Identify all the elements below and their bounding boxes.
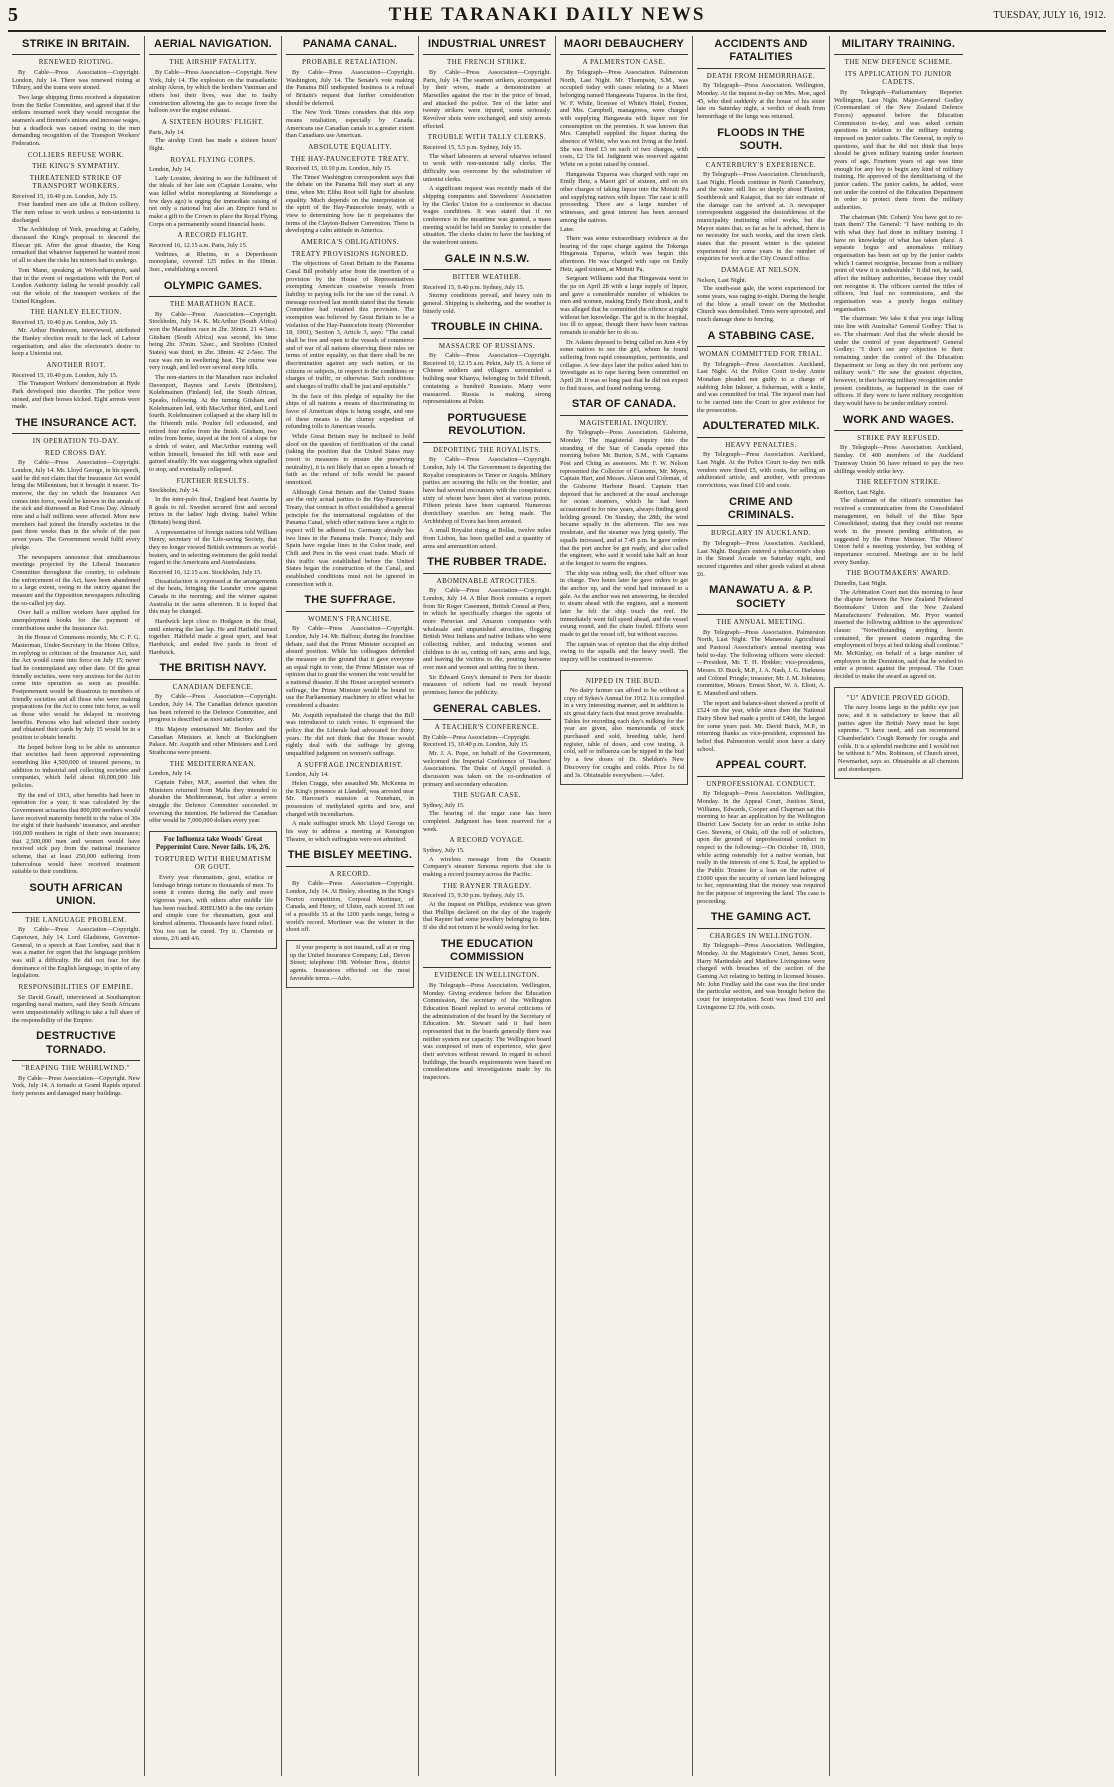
- article-headline: STRIKE IN BRITAIN.: [12, 38, 140, 55]
- article-dateline: Received 15, 9.40 p.m. Sydney, July 15.: [423, 283, 525, 291]
- article: [697, 584, 825, 753]
- article-paragraph: By Cable—Press Association—Copyright. London, July 14. The Canadian defence question has been referred to the Defence Committee, and progress is described as most satisfactory.: [149, 693, 277, 724]
- article-paragraph: The chairman of the citizen's committee has received a communication from the Consolidated management, on behalf of the Blue Spur Consolidated, stating that they could not resume work in the present pending arbitration, as suggested by the Prime Minister. The Miners' Union held a meeting yesterday, but nothing of importance occurred. Meetings are to be held every Sunday.: [834, 497, 963, 566]
- article: [12, 1030, 140, 1097]
- column-2: [145, 36, 282, 1776]
- article: [697, 496, 825, 579]
- article: [423, 253, 551, 316]
- article-dateline: Received 16, 12.15 a.m. Paris, July 15.: [149, 241, 248, 249]
- article-dateline: Later.: [560, 226, 575, 234]
- article-subheading: BURGLARY IN AUCKLAND.: [711, 529, 811, 538]
- newspaper-title: THE TARANAKI DAILY NEWS: [388, 4, 706, 25]
- article-paragraph: The Archbishop of York, preaching at Cadeby, discussed the King's proposal to descend the Elsecar pit. After the great disaster, the King remarked that whatever happened he wanted most of all to share the risks his miners had to undergo.: [12, 226, 140, 265]
- article-dateline: Nelson, Last Night.: [697, 276, 747, 284]
- article-dateline: London, July 14.: [286, 771, 329, 779]
- article-paragraph: By Cable—Press Association—Copyright. London, July 14. Mr. Balfour, during the franchise debate, said that the Prime Minister occupied an absurd position. While his colleagues defended the measure on the ground that it gave everyone an equal right to vote, the Prime Minister was of opinion that to grant the women the vote would be a national disaster. If the House accepted women's suffrage, the Prime Minister would be bound to use the Parliamentary machinery to effect what he considered a disaster.: [286, 625, 414, 710]
- article-subheading: ANOTHER RIOT.: [46, 361, 106, 370]
- article-paragraph: Mr. J. A. Pope, on behalf of the Government, welcomed the Imperial Conference of Teachers' Associations. The Duke of Argyll presided. A discussion was taken on the co-ordination of primary and secondary education.: [423, 749, 551, 788]
- article-dateline: Sydney, July 15.: [423, 801, 465, 809]
- article-paragraph: By Telegraph—Parliamentary Reporter. Wellington, Last Night. Major-General Godley (Commandant of the New Zealand Defence Forces) appeared before the Education Commission to-day, and was asked certain questions in relation to the military training imposed on junior cadets. The General, in reply to questions, said that he did not think that boys should be given military training under fourteen years of age. Fourteen years of age was time enough for any boy to begin any kind of military training. He approved of the demilitarising of the junior cadets. The junior cadets, he added, were not under the control of the Education Department in order to protect them from the military authorities.: [834, 89, 963, 212]
- article-headline: ADULTERATED MILK.: [697, 420, 825, 437]
- article-headline: AERIAL NAVIGATION.: [149, 38, 277, 55]
- article-dateline: Sydney, July 15.: [423, 846, 465, 854]
- article-paragraph: His Majesty entertained Mr. Borden and the Canadian Ministers at lunch at Buckingham Palace. Mr. Asquith and other Ministers and Lord Strathcona were present.: [149, 725, 277, 756]
- article-paragraph: The chairman: We take it that you urge falling into line with Australia? General Godley: That is so. The chairman: And that the whole should be under the control of your department? General Godley: "I don't see any objection to their remaining under the control of the Education Department so long as they do not perform any military work." He saw the greatest objection, however, in their having military recognition under present conditions, as happened in the case of officers. If they were to have military recognition they would have to be under military control.: [834, 315, 963, 407]
- article: [286, 38, 414, 588]
- column-6: [693, 36, 830, 1776]
- article-subheading: THE AIRSHIP FATALITY.: [169, 58, 257, 67]
- article-subheading: MAGISTERIAL INQUIRY.: [579, 418, 669, 427]
- article-headline: OLYMPIC GAMES.: [149, 280, 277, 297]
- article: [149, 662, 277, 825]
- column-3: [282, 36, 419, 1776]
- article-subheading: A TEACHER'S CONFERENCE.: [434, 723, 540, 731]
- ad-body: If your property is not insured, call at or ring up the United Insurance Company, Ltd., Devon Street; telephone 198. Webster Bros., district agents. Insurances effected on the most favorable terms.—Advt.: [290, 943, 410, 982]
- article-headline: THE GAMING ACT.: [697, 911, 825, 928]
- article: [423, 556, 551, 696]
- article-paragraph: Mr. Asquith repudiated the charge that the Bill was introduced to catch votes. It expressed the policy that the Liberals had advocated for thirty years. He did not think that the House would rightly deal with the suffrage by giving unqualified judgment on women's suffrage.: [286, 711, 414, 758]
- article-paragraph: Hardwick kept close to Hodgson in the final, until entering the last lap. He and Hatfield turned together. Hatfield made a great spurt, and beat Hardwick, and ended five yards in front of Hardwick.: [149, 617, 277, 656]
- article-dateline: Reefton, Last Night.: [834, 488, 886, 496]
- article-headline: MILITARY TRAINING.: [834, 38, 963, 55]
- article-headline: MAORI DEBAUCHERY: [560, 38, 688, 55]
- article-headline: TROUBLE IN CHINA.: [423, 321, 551, 338]
- article: [12, 417, 140, 876]
- article-paragraph: By Telegraph—Press Association. Wellington, Monday. Giving evidence before the Education Commission, the secretary of the Wellington Education Board replied to several criticisms of the administration of the board by the Secretary of Education. Mr. Stewart said it had been represented that in the boards generally there was neither system nor capacity. The Wellington board was composed of men of experience, who gave their services without reward. In regard to school buildings, the board's requirements were based on considerations and investigations made by its inspectors.: [423, 981, 551, 1081]
- column-4: [419, 36, 556, 1776]
- ad-headline: For Influenza take Woods' Great Peppermint Cure. Never fails. 1/6, 2/6.: [155, 834, 271, 852]
- article-paragraph: A significant request was recently made of the shipping companies and Stevedores' Association by the Clerks' Union for a conference to discuss wages conditions. It was stated that if no conference in the meantime was granted, a mass meeting would be held on Sunday to consider the situation. The clerks claim to have the backing of the waterfront unions.: [423, 185, 551, 246]
- article-paragraph: By Cable—Press Association—Copyright. New York, July 14. A tornado at Grand Rapids injured forty persons and damaged many buildings.: [12, 1074, 140, 1097]
- article: [423, 703, 551, 932]
- article: [12, 38, 140, 411]
- article-paragraph: In the inter-polo final, England beat Austria by 8 goals to nil. Sweden secured first and second prizes in the ladies' high diving. Isabel White (Britain) being third.: [149, 495, 277, 526]
- article-paragraph: Hangawata Tuparoa was charged with rape on Emily Hetz, a Maori girl of sixteen, and on six other charges of taking liquor into the Motuiti Pa and supplying natives with liquor. The case is still proceeding. There are a large number of witnesses, and great interest has been aroused among the natives.: [560, 170, 688, 224]
- article-subheading: DEATH FROM HEMORRHAGE.: [706, 71, 816, 80]
- article: [560, 38, 688, 392]
- article-subheading: DAMAGE AT NELSON.: [720, 266, 802, 275]
- article-headline: SOUTH AFRICAN UNION.: [12, 882, 140, 913]
- article-headline: CRIME AND CRIMINALS.: [697, 496, 825, 527]
- column-1: [8, 36, 145, 1776]
- article-headline: THE RUBBER TRADE.: [423, 556, 551, 573]
- article: [423, 38, 551, 247]
- article-dateline: Dunedin, Last Night.: [834, 579, 888, 587]
- article-subheading: CANADIAN DEFENCE.: [172, 682, 254, 691]
- article-paragraph: By Cable—Press Association—Copyright. Washington, July 14. The Senate's vote making the Panama Bill undisputed business is a refusal of Britain's request that further consideration should be deferred.: [286, 68, 414, 107]
- article-paragraph: By Cable—Press Association—Copyright. Received 16, 12.15 a.m. Pekin, July 15. A force of Chinese soldiers and villagers surrounded a building near Khanya, belonging to Seld Effendi, containing a hundred Russians. Many were massacred. Russia is making strong representations at Pekin.: [423, 352, 551, 406]
- article-subheading: "REAPING THE WHIRLWIND.": [21, 1064, 131, 1073]
- article-subheading: RESPONSIBILITIES OF EMPIRE.: [18, 983, 134, 992]
- article: [560, 398, 688, 663]
- article: [149, 38, 277, 274]
- article-paragraph: Sergeant Williams said that Hingawata went to the pa on April 28 with a large supply of liquor, and gave a considerable number of whiskies to men and women, making Emily Hetz drunk, and it was alleged that he committed the offence at night without her knowledge. The girl is in the hospital, too ill to appear, though there have been various remands to enable her to do so.: [560, 275, 688, 337]
- article-paragraph: The report and balance-sheet showed a profit of £524 on the year, while since then the National Dairy Show had made a profit of £400, the largest for some years past. Mr. David Buick, M.P., in returning thanks as vice-president, expressed his belief that Palmerston would soon have a dairy school.: [697, 699, 825, 753]
- article-paragraph: A male suffragist struck Mr. Lloyd George on his way to address a meeting at Kensington Theatre, to which suffragists were not admitted.: [286, 820, 414, 843]
- article-subheading: THE HANLEY ELECTION.: [30, 308, 122, 317]
- article-paragraph: By Telegraph—Press Association. Palmerston North, Last Night. Mr. Thompson, S.M., was occupied today with cases relating to a Maori belonging named Hangawata Tuparoa. In the first, W. F. White, licensee of White's Hotel, Foxton, and Mrs. Campbell, manageress, were charged with supplying Hangawata with liquor not for consumption on the premises. It was known that Mrs. Campbell supplied the liquor during the absence of White, who was not living at the hotel. She was fined £3 on each of two charges, with costs, £2 13s 6d. Judgment was reserved against White on a point raised by counsel.: [560, 68, 688, 168]
- article-paragraph: Lady Loraine, desiring to see the fulfilment of the ideals of her late son (Captain Loraine, who was killed whilst monoplaning at Stonehenge a few days ago) is urging the immediate raising of not only a national but also an Empire fund to make a gift to the Crown to place the Royal Flying Corps on a permanently sound financial basis.: [149, 174, 278, 228]
- columns-container: [8, 36, 1106, 1776]
- article-dateline: Received 15, 9.30 p.m. Sydney, July 15.: [423, 892, 525, 900]
- article-paragraph: The south-east gale, the worst experienced for some years, was raging to-night. During the height of the blow a small tower on the Methodist Church was demolished. Trees were uprooted, and much damage done to fencing.: [697, 285, 825, 323]
- article-paragraph: The captain was of opinion that the ship drifted owing to the squalls and the heavy swell. The inquiry will be continued to-morrow.: [560, 640, 688, 663]
- article-headline: A STABBING CASE.: [697, 330, 825, 347]
- article-paragraph: Helen Craggs, who assaulted Mr. McKenna in the King's presence at Llandaff, was arrested near Mr. Harcourt's mansion at Nuneham, in possession of methylated spirits and tow, and charged with incendiarism.: [286, 779, 414, 818]
- article-subheading: THE HAY-PAUNCEFOTE TREATY.: [290, 154, 410, 163]
- article: [834, 38, 963, 408]
- ad-subheading: NIPPED IN THE BUD.: [585, 676, 663, 685]
- article-paragraph: Vedrines, at Rheims, in a Deperdussin monoplane, covered 125 miles in the 10min. 3sec., establishing a record.: [149, 250, 277, 273]
- article-paragraph: While Great Britain may be inclined to hold aloof on the question of fortification of the canal (taking the position that the United States may resort to measures to ensure the preserving neutrality), it is not likely that so open a breach of faith as the refund of tolls would be passed unnoticed.: [286, 432, 414, 486]
- article-subheading: THREATENED STRIKE OF TRANSPORT WORKERS.: [29, 173, 123, 191]
- article-subheading: UNPROFESSIONAL CONDUCT.: [706, 779, 816, 788]
- article-subheading: STRIKE PAY REFUSED.: [857, 433, 940, 442]
- article-paragraph: The Times' Washington correspondent says that the debate on the Panama Bill may start at any time, when Mr. Elihu Root will fight for absolute equality. Much depends on the interpretation of the spirit of the Hay-Pauncefote treaty, with a view to determining how far it perpetuates the terms of the Clayton-Bulwer Convention. There is developing a calm attitude in America.: [286, 173, 414, 235]
- article-paragraph: The newspapers announce that simultaneous meetings projected by the Liberal Insurance Committee throughout the country, to celebrate the enforcement of the Act, have been abandoned to a large extent, owing to the outcry against the measure and the Opposition newspapers ridiculing the so-called joy day.: [12, 553, 140, 607]
- article-paragraph: By Cable—Press Association—Copyright. London, July 14. There was renewed rioting at Tilbury, and the trams were stoned.: [12, 68, 140, 92]
- article-subheading: THE RAYNER TRAGEDY.: [442, 881, 532, 890]
- article-subheading: AMERICA'S OBLIGATIONS.: [300, 238, 400, 247]
- article-paragraph: By Telegraph—Press Association. Christchurch, Last Night. Floods continue in North Canterbury, and the water still lies so deeply about Flaxton, Southbrook and Kaiapoi, that no fair estimate of the damage can be arrived at. A newspaper correspondent suggested the desirableness of the municipality instituting relief works, but the Mayor states that, so far as he is advised, there is no necessity for such works, and the town clerk states that the present winter is the quietest experienced for some years in the number of enquiries for work at the City Council office.: [697, 171, 825, 263]
- article-headline: GALE IN N.S.W.: [423, 253, 551, 270]
- advertisement: [286, 940, 414, 988]
- article-paragraph: By Telegraph—Press Association. Auckland, Sunday. Of 400 members of the Auckland Tramway Union 56 have refused to pay the two shillings weekly strike levy.: [834, 444, 963, 475]
- article-subheading: DEPORTING THE ROYALISTS.: [433, 445, 541, 454]
- article-paragraph: The wharf labourers at several wharves refused to work with non-unionist tally clerks. The difficulty was overcome by the substitution of unionist clerks.: [423, 152, 551, 183]
- article: [286, 594, 414, 843]
- article-subheading: THE MEDITERRANEAN.: [169, 759, 257, 768]
- article-subheading: WOMEN'S FRANCHISE.: [308, 614, 392, 623]
- article-subheading: THE SUGAR CASE.: [453, 791, 521, 800]
- article-subheading: THE BOOTMAKERS' AWARD.: [846, 569, 951, 578]
- article-paragraph: By Telegraph—Press Association. Wellington, Monday. At the inquest to-day on Mrs. Moe, aged 45, who died suddenly at the house of his sister late on Saturday night, a verdict of death from hemorrhage of the lungs was returned.: [697, 82, 825, 121]
- article-paragraph: Mr. Arthur Henderson, interviewed, attributed the Hanley election result to the lack of Labour organisation, and also the electorate's desire to keep a Unionist out.: [12, 327, 140, 358]
- article: [697, 38, 825, 121]
- article-headline: THE EDUCATION COMMISSION: [423, 938, 551, 969]
- article-paragraph: Although Great Britain and the United States are the only actual parties to the Hay-Pauncefote Treaty, that contract in effect established a general principle for the international regulation of the Panama Canal, which other nations have a right to expect will be adhered to. Germany already has two lines in the Panama trade. France, Italy and Spain have regular lines in the Colon trade, and Chili and Peru in the west coast trade. Much of this traffic was established before the United States began the construction of the Canal, and established conditions must not be ignored in connection with it.: [286, 488, 414, 588]
- article: [423, 938, 551, 1082]
- article-subheading: ABSOLUTE EQUALITY.: [308, 142, 392, 151]
- article: [697, 420, 825, 489]
- article-headline: THE BISLEY MEETING.: [286, 849, 414, 866]
- article-subheading: IN OPERATION TO-DAY.: [32, 437, 120, 446]
- article-headline: APPEAL COURT.: [697, 759, 825, 776]
- article-headline: MANAWATU A. & P. SOCIETY: [697, 584, 825, 615]
- article-paragraph: The ship was riding well; the chief officer was in charge. Two hours later he gave orders to get the anchor up, and the wind had increased to a gale. As the anchor was not answering, he decided to steam ahead with the engines, and a moment later he felt the ship touch the reef. He immediately went full speed ahead, and the vessel swung round, and the chain fouled. Efforts were made to get the vessel off, but without success.: [560, 569, 688, 638]
- article-headline: PORTUGUESE REVOLUTION.: [423, 412, 551, 443]
- article-paragraph: Sir David Graaff, interviewed at Southampton regarding naval matters, said they South Africans were unquestionably willing to take a full share of the responsibility of the Empire.: [12, 993, 140, 1024]
- column-7: [830, 36, 967, 1776]
- article-headline: PANAMA CANAL.: [286, 38, 414, 55]
- ad-subheading: "U" ADVICE PROVED GOOD.: [846, 693, 951, 702]
- article: [423, 412, 551, 550]
- advertisement: [834, 687, 963, 780]
- article-subheading: THE KING'S SYMPATHY.: [32, 162, 120, 171]
- article-dateline: Paris, July 14.: [149, 128, 185, 136]
- article-subheading: THE ANNUAL MEETING.: [716, 618, 806, 627]
- ad-subheading: TORTURED WITH RHEUMATISM OR GOUT.: [154, 854, 272, 872]
- article-paragraph: By Telegraph—Press Association. Wellington, Monday. In the Appeal Court, Justices Stout, Williams, Edwards, Cooper and Chapman sat this morning to hear an application by the Wellington District Law Society for an order to strike John Geo. Stevens, of Otaki, off the roll of solicitors, upon the ground of unprofessional conduct in respect to the following:—On October 18, 1910, while acting ostensibly for a native woman, but really in the interests of one S. Ezal, he applied to the Public Trustee for a loan on the native of £1000 upon the security of certain land belonging to her, representing that the money was required for the purpose of improving the land. The case is proceeding.: [697, 790, 825, 905]
- article-paragraph: The Transport Workers' demonstration at Hyde Park developed into disorder. The police were stoned, and their horses kicked. Eight arrests were made.: [12, 380, 140, 411]
- article-paragraph: He hoped before long to be able to announce that societies had been approved representing something like 4,500,000 of insured persons, in addition to industrial and collecting societies and companies, which held about 60,000,000 life policies.: [12, 743, 140, 789]
- article-paragraph: The chairman (Mr. Cohen): You have got to re-train them? The General: "I have nothing to do with what they had done in military training. I have no knowledge of what has taken place. A separate bogus and anomalous military organisation has been set up by the junior cadets which I cannot recognise, because from a military point of view it is undesirable." It did not, he said, affect the military authorities, because they could not recognise it. The officers carried the titles of officers, but had no commissions, and the organisation was a purely bogus military organisation.: [834, 213, 963, 313]
- article-paragraph: By Telegraph—Press Association. Auckland, Last Night. Burglars entered a tobacconist's shop in the Strand Arcade on Saturday night, and secured cigarettes and other goods valued at about £6.: [697, 539, 825, 578]
- article-dateline: By Cable—Press Association—Copyright. Received 15, 10.40 p.m. London, July 15.: [423, 733, 531, 749]
- article-paragraph: By Cable—Press Association—Copyright. London, July 14. At Bisley, shooting in the King's Norton competition, Corporal Mortimer, of Canada, and Henry, of Ulster, each scored 35 out of a possible 35 at the 1200 yards range, being a world's record. Mortimer was the winner in the shoot off.: [286, 880, 414, 934]
- article: [697, 911, 825, 1011]
- article-subheading: TREATY PROVISIONS IGNORED.: [291, 249, 409, 258]
- article-subheading: ITS APPLICATION TO JUNIOR CADETS.: [845, 69, 952, 87]
- article-paragraph: In the House of Commons recently, Mr. C. F. G. Masterman, Under-Secretary in the Home Office, in replying to criticism of the Insurance Act, said the Act would come into force on July 15; never had he contemplated any other date. Of the great friendly societies, were very anxious for the Act to come into operation as soon as possible. Postponement would be disastrous to members of friendly societies and all those who were making preparations for the Act to come into force, as well as those who would be delayed in receiving benefits. Persons who had selected their society and obtained their cards by July 15 would be in a position to obtain benefit.: [12, 634, 140, 741]
- article: [286, 849, 414, 934]
- article-paragraph: By Telegraph—Press Association. Palmerston North, Last Night. The Manawatu Agricultural and Pastoral Association's annual meeting was held to-day. The following officers were elected:—President, Mr. T. H. Hodder; vice-presidents, Messrs. D. Buick, M.P., J. A. Nash, J. G. Harkness and Colonel Pringle; treasurer, Mr. J. M. Johnston; committee, Messrs. Ernest Short, W. A. Eliott, A. E. Mansford and others.: [697, 628, 825, 698]
- article-subheading: COLLIERS REFUSE WORK.: [27, 150, 125, 159]
- article-paragraph: By Cable—Press Association—Copyright. New York, July 14. The explosion on the transatlantic airship Akron, by which the brothers Vaniman and others lost their lives, was due to faulty construction allowing the gas to escape from the balloon over the engine exhaust.: [149, 68, 277, 115]
- article-dateline: London, July 14.: [149, 166, 192, 174]
- article: [834, 414, 963, 681]
- article-paragraph: The New York Times considers that this step means retaliation, especially by Canada. Americans use Canadian canals to a greater extent than Canadians use American.: [286, 109, 414, 140]
- article-dateline: Received 16, 12.15 a.m. Stockholm, July 15.: [149, 568, 262, 576]
- advertisement: [560, 670, 688, 786]
- article-subheading: MASSACRE OF RUSSIANS.: [438, 341, 536, 350]
- article-paragraph: By Telegraph—Press Association. Gisborne, Monday. The magisterial inquiry into the stranding of the Star of Canada opened this morning before Mr. Burton, S.M., with Captains Post and Ching as assessors. Mr. F. W. Nelson represented the Collector of Customs, Mr. Myers, Captain Hart, and Messrs. Alston and Coleman, of the Gisborne Harbour Board. Captain Hart deposed that he anchored at the usual anchorage for ocean steamers, which he had been accustomed to for nine years, always finding good holding ground. On Sunday, the 28th, the wind became squally in the afternoon. The sea was moderate, and the steamer was lying quietly. The squalls increased, and at 7.45 p.m. he gave orders that the port anchor be got ready, and also called the engineer, who said it would take half an hour at the longest to warm the engines.: [560, 429, 688, 567]
- article-subheading: RENEWED RIOTING.: [38, 58, 114, 67]
- article-paragraph: The Arbitration Court met this morning to hear the dispute between the New Zealand Federated Bootmakers' Union and the New Zealand Manufacturers' Federation. Mr. Pryor wanted inserted the following addition to the apprentices' clause: "Notwithstanding anything herein contained, the present custom regarding the employment of boys at bed ticking shall continue." Mr. McKinlay, on behalf of a large number of employers in the Dominion, said that he wished to enter a protest against the proposal. The Court decided to make the award as agreed on.: [834, 588, 963, 681]
- article-subheading: CHARGES IN WELLINGTON.: [709, 931, 813, 940]
- article-paragraph: By Cable—Press Association—Copyright. London, July 14. The Government is deporting the Royalist conspirators to Timor or Angola. Military parties are scouring the hills on the frontier, and have had several encounters with the conspirators, sixty of whom have been shot at various points. Fifteen priests have been captured. Numerous domiciliary searches are being made. The Archbishop of Evora has been arrested.: [423, 456, 551, 525]
- article: [697, 330, 825, 415]
- article-subheading: FURTHER RESULTS.: [176, 476, 250, 485]
- article-paragraph: The non-starters in the Marathon race included Davenport, Raynes and Lewis (Britishers), Kolehmainen (Finland) led, the South African, Speaks, following. At the turning Gitsham and Kolehmainen led, with MacArthur third, and Lord fourth. Kolehmainen collapsed at the sharp hill in the fifteenth mile. Poulter fell exhausted, and retired four miles from the finish. Gitsham, two miles from home, stayed at the foot of a slope for a drink of water, and MacArthur running well within himself, breasted the hill with ease and gained steadily. He was staggering when signalled to stop, and eventually collapsed.: [149, 373, 277, 474]
- issue-date: TUESDAY, JULY 16, 1912.: [993, 9, 1106, 21]
- article-paragraph: A wireless message from the Oceanic Company's steamer Sonoma reports that she is making a record journey across the Pacific.: [423, 855, 551, 878]
- article-dateline: Received 15, 10.40 p.m. London, July 15.: [12, 192, 118, 200]
- article-subheading: ROYAL FLYING CORPS.: [170, 155, 256, 164]
- article: [149, 280, 277, 657]
- ad-body: Every year rheumatism, gout, sciatica or lumbago brings torture to thousands of men. To some it comes during the early and more vigorous years, with others after middle life has been reached. RHEUMO is the one certain and simple cure for rheumatism, gout and kindred ailments. Thousands have found relief. You too can be cured. Try it. Chemists or stores, 2/6 and 4/6.: [153, 874, 273, 943]
- article-paragraph: Tom Mann, speaking at Wolverhampton, said that in the event of negotiations with the Port of London Authority failing he would possibly call out the whole of the transport workers of the United Kingdom.: [12, 266, 140, 305]
- article-subheading: CANTERBURY'S EXPERIENCE.: [705, 160, 817, 169]
- article-paragraph: Captain Faber, M.P., asserted that when the Ministers returned from Malta they intended to abandon the Mediterranean, but after a severe struggle the Defence Committee succeeded in reversing the intention. He believed the Canadian offer would be 7,000,000 dollars every year.: [149, 778, 277, 825]
- article-paragraph: Sir Edward Grey's demand to Peru for drastic measures of reform had no result beyond promises; hence the publicity.: [423, 673, 551, 696]
- article-paragraph: Four hundred men are idle at Holton colliery. The men refuse to work unless a non-unionist is discharged.: [12, 201, 140, 224]
- article-headline: THE SUFFRAGE.: [286, 594, 414, 611]
- column-5: [556, 36, 693, 1776]
- article-paragraph: By Cable—Press Association—Copyright. Paris, July 14. The seamen strikers, accompanied by their wives, made a demonstration at Marseilles against the rise in the price of bread, and attacked the police. Ten of the latter and twenty strikers were injured, some seriously. Revolver shots were exchanged, and sixty arrests effected.: [423, 68, 551, 130]
- article-subheading: A RECORD.: [329, 869, 371, 878]
- article-dateline: Received 15, 5.5 p.m. Sydney, July 15.: [423, 143, 522, 151]
- article: [697, 759, 825, 905]
- article-subheading: EVIDENCE IN WELLINGTON.: [434, 971, 540, 980]
- article-headline: DESTRUCTIVE TORNADO.: [12, 1030, 140, 1061]
- article-subheading: THE REEFTON STRIKE.: [856, 478, 941, 487]
- article-subheading: THE FRENCH STRIKE.: [447, 58, 527, 67]
- article-headline: WORK AND WAGES.: [834, 414, 963, 431]
- article-paragraph: At the inquest on Phillips, evidence was given that Phillips declared on the day of the tragedy that Rayner had some jewellery belonging to him. If she did not return it he would swing for her.: [423, 900, 551, 931]
- article-subheading: BITTER WEATHER.: [452, 272, 522, 281]
- ad-body: No dairy farmer can afford to be without a copy of Sykes's Annual for 1912. It is compiled in a very interesting manner, and in addition is six great dairy facts that must prove invaluable. Tables for recording each day's milking for the year are given, also memoranda of stock purchased and sold, breeding table, herd register, table of doses, and cow testing. A cold, self or influenza can be nipped in the bud by a few doses of Dr. Sheldon's New Discovery for coughs and colds. Price 1s 6d and 3s. Obtainable everywhere.—Advt.: [564, 687, 684, 779]
- article-paragraph: In the face of this pledge of equality for the ships of all nations a means of discriminating in favor of American ships is being sought, and one of these means is the clumsy expedient of refunding tolls to American vessels.: [286, 392, 414, 431]
- article-paragraph: By Telegraph—Press Association. Auckland, Last Night. At the Police Court to-day Annie Monahan pleaded not guilty to a charge of stabbing John Inkster, a fisherman, with a knife, and was committed for trial. The injured man had to be carried into the Court to give evidence for the prosecution.: [697, 360, 825, 414]
- article-paragraph: Over half a million workers have applied for unemployment books for the payment of contributions under the Insurance Act.: [12, 609, 140, 632]
- article-subheading: A RECORD VOYAGE.: [449, 836, 525, 845]
- article: [697, 127, 825, 324]
- article-paragraph: By Telegraph—Press Association. Wellington, Monday. At the Magistrate's Court, James Scott, Harry Martindale and Matthew Livingstone were charged with breaches of the section of the Gaming Act relating to betting in licensed houses. Mr. John Findlay said the case was the first under the particular section, and was brought before the court for interpretation. Scott was fined £10 and Livingstone £2 10s, with costs.: [697, 942, 825, 1011]
- article-subheading: ABOMINABLE ATROCITIES.: [436, 576, 538, 585]
- article-paragraph: Dissatisfaction is expressed at the arrangements of the heats, bringing the Leander crew against Canada in the morning, and the winner against Australia in the same afternoon. It is hoped that this may be changed.: [149, 577, 277, 616]
- ad-body: The navy looms large in the public eye just now, and it is satisfactory to know that all parties agree the British Navy must be kept supreme. "I have used, and can recommend Chamberlain's Cough Remedy for coughs and colds. It is a splendid medicine and I would not be without it." Mrs. Robinson, of Church street, Newmarket, says so. Obtainable at all chemists and storekeepers.: [838, 704, 959, 773]
- article-subheading: TROUBLE WITH TALLY CLERKS.: [427, 133, 547, 142]
- article-headline: ACCIDENTS AND FATALITIES: [697, 38, 825, 69]
- article-headline: STAR OF CANADA.: [560, 398, 688, 415]
- article-paragraph: The airship Conti has made a sixteen hours' flight.: [149, 137, 277, 152]
- article-subheading: THE MARATHON RACE.: [169, 300, 257, 309]
- article-subheading: A SIXTEEN HOURS' FLIGHT.: [161, 117, 265, 126]
- article-paragraph: By Telegraph—Press Association. Auckland, Last Night. At the Police Court to-day two milk vendors were fined £5, with costs, for selling an adulterated article, and another, with previous convictions, was fined £10 and costs.: [697, 451, 825, 489]
- article-paragraph: There was some extraordinary evidence at the hearing of the rape charge against the Tokenga Hingawata Tuparoa, which was begun this afternoon. He was charged with rape on Emily Hetz, aged sixteen, at Motuiti Pa.: [560, 235, 688, 273]
- article: [423, 321, 551, 406]
- article-subheading: RED CROSS DAY.: [44, 448, 108, 457]
- article-paragraph: The hearing of the sugar case has been completed. Judgment has been reserved for a week.: [423, 810, 551, 833]
- article: [12, 882, 140, 1024]
- article-subheading: A PALMERSTON CASE.: [582, 58, 666, 67]
- article-headline: THE INSURANCE ACT.: [12, 417, 140, 434]
- article-paragraph: Two large shipping firms received a deputation from the Strike Committee, and agreed that if the strikers resumed work they would recognise the seamen's and firemen's unions and increase wages, but a deadlock was caused owing to the men demanding recognition of the Transport Workers' Federation.: [12, 93, 140, 147]
- article-paragraph: A representative of foreign nations told William Henry, secretary of the Life-saving Society, that they no longer viewed British swimmers as world-beaters, and in selecting swimmers the gold medal regard to the Americans and Australasians.: [149, 528, 277, 567]
- article-subheading: A RECORD FLIGHT.: [177, 231, 249, 240]
- article-paragraph: By Cable—Press Association—Copyright. Capetown, July 14. Lord Gladstone, Governor-General, in a speech at East London, said that it was a matter for regret that the language problem was still a difficulty. He did not fear for the dominance of the English language, in spite of any legislation.: [12, 926, 140, 980]
- article-subheading: A SUFFRAGE INCENDIARIST.: [296, 760, 404, 769]
- page-number: 5: [8, 3, 18, 26]
- article-dateline: Stockholm, July 14.: [149, 487, 200, 495]
- article-paragraph: A small Royalist rising at Bollas, twelve miles from Lisbon, has been quelled and a quantity of arms and ammunition seized.: [423, 527, 551, 550]
- article-headline: FLOODS IN THE SOUTH.: [697, 127, 825, 158]
- article-paragraph: Stormy conditions prevail, and heavy rain in general. Shipping is sheltering, and the weather is bitterly cold.: [423, 292, 551, 315]
- article-headline: THE BRITISH NAVY.: [149, 662, 277, 679]
- article-paragraph: By Cable—Press Association—Copyright. London, July 14. Mr. Lloyd George, in his speech, said he did not claim that the Insurance Act would bring the Millennium, but it brought it nearer. To-morrow, the day on which the Insurance Act comes into force, would be known in the annals of the sick and distressed as Red Cross Day. Already nine and a half millions were affected. More new members had joined the friendly societies in the past three weeks than in the whole of the past seven years. The Government would fulfil every pledge.: [12, 459, 140, 551]
- article-paragraph: By the end of 1913, after benefits had been in operation for a year, it was calculated by the Government actuaries that 800,000 mothers would have received maternity benefit to the value of 30s for eight of their husbands' insurance, and another 160,000 mothers in right of their own insurance; that 2,500,000 men and women would have received sick pay from the national insurance scheme, that at least 250,000 suffering from tuberculous would have received treatment suitable to their condition.: [12, 791, 140, 876]
- article-paragraph: By Cable—Press Association—Copyright. Stockholm, July 14. K. McArthur (South Africa) won the Marathon race in 2hr. 36min. 21 4-5sec. Gitsham (South Africa) was second, his time being 2hr. 37min. 52sec., and Strobino (United States) was third, in 2hr. 38min. 42 2-5sec. The race was run in sweltering heat. The course was very rough, and led over several steep hills.: [149, 310, 277, 372]
- article-dateline: Received 15, 10.40 p.m. London, July 15.: [12, 318, 118, 326]
- article-dateline: London, July 14.: [149, 770, 192, 778]
- article-paragraph: By Cable—Press Association—Copyright. London, July 14. A Blue Book contains a report from Sir Roger Casement, British Consul at Peru, in which he specifically charges the agents of more Peruvian and Amazon companies with wholesale and unpunished atrocities, flogging British West Indians and native Indians who were collecting rubber, and inducing women and children to do so, cutting off ears, arms and legs, and leaving the victims to die, pouring kerosene over men and women and setting fire to them.: [423, 587, 551, 671]
- article-subheading: PROBABLE RETALIATION.: [302, 58, 398, 67]
- article-subheading: WOMAN COMMITTED FOR TRIAL.: [698, 350, 824, 359]
- advertisement: [149, 831, 277, 949]
- article-headline: GENERAL CABLES.: [423, 703, 551, 720]
- article-dateline: Received 15, 10.40 p.m. London, July 15.: [12, 371, 118, 379]
- article-paragraph: Dr. Adams deposed to being called on June 4 by some natives to see the girl, whom he found suffering from rapid consumption, peritonitis, and collapse. A few days later the police asked him to investigate as to rape having been committed on April 28. It was so long past that he did not expect to find traces, and found nothing wrong.: [560, 338, 688, 392]
- article-headline: INDUSTRIAL UNREST: [423, 38, 551, 55]
- masthead: [8, 0, 1106, 32]
- article-dateline: Received 15, 10.10 p.m. London, July 15.: [286, 165, 392, 173]
- article-subheading: HEAVY PENALTIES.: [725, 440, 797, 449]
- article-paragraph: The objections of Great Britain to the Panama Canal Bill probably arise from the insertion of a provision by the House of Representatives exempting American coastwise vessels from liability to paying tolls for the use of the canal. A message received last month stated that the Senate Committee had retained this provision. The exemption was believed by Great Britain to be a violation of the Hay-Pauncefote treaty (November 18, 1901), Section 3, Article 3, says: "The canal shall be free and open to the vessels of commerce and of war of all nations observing these rules on terms of entire equality, so that there shall be no discrimination against any such nation, or its citizens or subjects, in respect to the conditions or charges of traffic, or otherwise. Such conditions and charges of traffic shall be just and equitable.": [286, 260, 414, 390]
- article-subheading: THE LANGUAGE PROBLEM.: [25, 915, 127, 924]
- article-subheading: THE NEW DEFENCE SCHEME.: [844, 58, 953, 67]
